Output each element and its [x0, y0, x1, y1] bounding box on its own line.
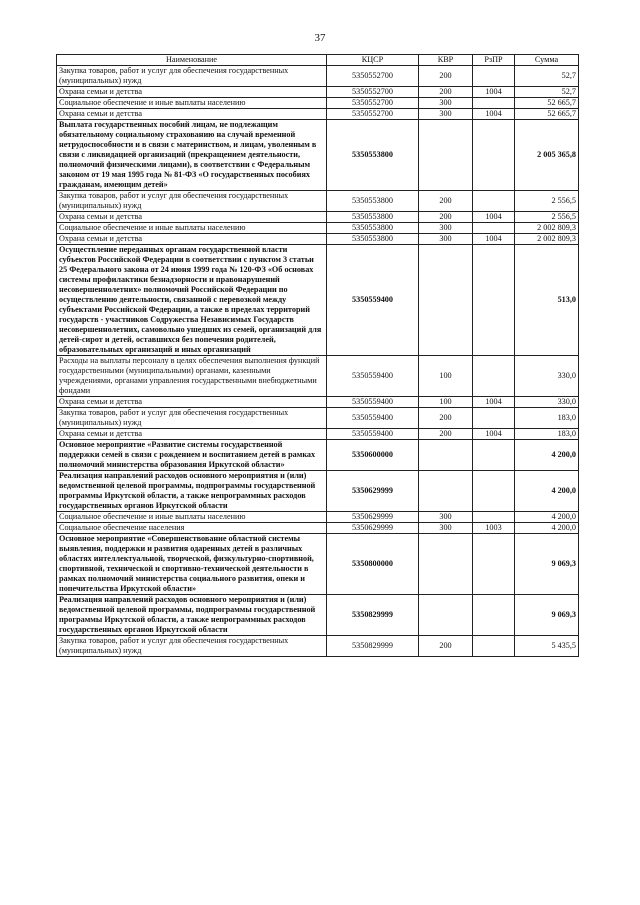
cell-name: Охрана семьи и детства — [57, 397, 327, 408]
cell-kcsr: 5350829999 — [327, 636, 419, 657]
header-kcsr: КЦСР — [327, 55, 419, 66]
cell-rzpr — [473, 636, 515, 657]
cell-name: Охрана семьи и детства — [57, 87, 327, 98]
cell-sum: 2 556,5 — [515, 212, 579, 223]
table-row — [57, 87, 579, 98]
cell-sum: 52 665,7 — [515, 98, 579, 109]
cell-name: Основное мероприятие «Развитие системы государственной поддержки семей в связи с рождением и воспитанием детей в рамках полномочий министерства образования Иркутской области» — [57, 440, 327, 471]
cell-sum: 2 556,5 — [515, 191, 579, 212]
table-row — [57, 120, 579, 191]
cell-kcsr: 5350552700 — [327, 87, 419, 98]
cell-name: Осуществление переданных органам государственной власти субъектов Российской Федерации в соответствии с пунктом 3 статьи 25 Федерального закона от 24 июня 1999 года № 120-ФЗ «Об основах системы профилактики безнадзорности и правонарушений несовершеннолетних» полномочий Российской Федерации по осуществлению деятельности, связанной с перевозкой между субъектами Российской Федерации, а также в пределах территорий государств - участников Содружества Независимых Государств несовершеннолетних, самовольно ушедших из семей, организаций для детей-сирот и детей, оставшихся без попечения родителей, образовательных организаций и иных организаций — [57, 245, 327, 356]
cell-kcsr: 5350629999 — [327, 512, 419, 523]
cell-kvr: 200 — [419, 66, 473, 87]
cell-kcsr: 5350559400 — [327, 356, 419, 397]
table-row — [57, 471, 579, 512]
cell-sum: 9 069,3 — [515, 534, 579, 595]
cell-kcsr: 5350553800 — [327, 120, 419, 191]
cell-sum: 330,0 — [515, 397, 579, 408]
cell-rzpr: 1004 — [473, 109, 515, 120]
cell-kcsr: 5350800000 — [327, 534, 419, 595]
cell-sum: 4 200,0 — [515, 440, 579, 471]
cell-kvr: 200 — [419, 429, 473, 440]
cell-sum: 52,7 — [515, 87, 579, 98]
cell-kcsr: 5350553800 — [327, 212, 419, 223]
cell-rzpr: 1004 — [473, 212, 515, 223]
cell-rzpr — [473, 245, 515, 356]
cell-rzpr — [473, 595, 515, 636]
table-header-row — [57, 55, 579, 66]
cell-rzpr — [473, 98, 515, 109]
cell-sum: 4 200,0 — [515, 523, 579, 534]
cell-rzpr — [473, 408, 515, 429]
cell-rzpr: 1004 — [473, 429, 515, 440]
cell-name: Охрана семьи и детства — [57, 234, 327, 245]
cell-rzpr — [473, 471, 515, 512]
cell-sum: 4 200,0 — [515, 512, 579, 523]
table-row — [57, 636, 579, 657]
budget-table — [56, 54, 579, 657]
cell-sum: 2 005 365,8 — [515, 120, 579, 191]
cell-kcsr: 5350559400 — [327, 245, 419, 356]
cell-sum: 5 435,5 — [515, 636, 579, 657]
cell-rzpr — [473, 356, 515, 397]
cell-kvr: 300 — [419, 512, 473, 523]
cell-name: Социальное обеспечение населения — [57, 523, 327, 534]
cell-name: Социальное обеспечение и иные выплаты населению — [57, 98, 327, 109]
cell-name: Охрана семьи и детства — [57, 109, 327, 120]
table-row — [57, 223, 579, 234]
cell-rzpr: 1004 — [473, 397, 515, 408]
cell-rzpr: 1004 — [473, 87, 515, 98]
cell-name: Закупка товаров, работ и услуг для обеспечения государственных (муниципальных) нужд — [57, 66, 327, 87]
cell-rzpr — [473, 223, 515, 234]
cell-kvr: 100 — [419, 356, 473, 397]
cell-rzpr — [473, 534, 515, 595]
cell-kvr: 300 — [419, 523, 473, 534]
cell-name: Реализация направлений расходов основного мероприятия и (или) ведомственной целевой программы, подпрограммы государственной программы Иркутской области, а также непрограммных расходов государственных органов Иркутской области — [57, 595, 327, 636]
cell-rzpr: 1004 — [473, 234, 515, 245]
table-row — [57, 66, 579, 87]
cell-sum: 330,0 — [515, 356, 579, 397]
table-row — [57, 595, 579, 636]
cell-rzpr — [473, 440, 515, 471]
cell-kvr — [419, 534, 473, 595]
cell-name: Закупка товаров, работ и услуг для обеспечения государственных (муниципальных) нужд — [57, 636, 327, 657]
cell-kvr: 300 — [419, 223, 473, 234]
table-row — [57, 440, 579, 471]
cell-sum: 2 002 809,3 — [515, 223, 579, 234]
cell-kvr: 200 — [419, 87, 473, 98]
cell-sum: 2 002 809,3 — [515, 234, 579, 245]
cell-kvr: 300 — [419, 234, 473, 245]
cell-sum: 513,0 — [515, 245, 579, 356]
cell-kvr: 200 — [419, 212, 473, 223]
cell-name: Охрана семьи и детства — [57, 212, 327, 223]
cell-kcsr: 5350552700 — [327, 66, 419, 87]
table-row — [57, 512, 579, 523]
table-row — [57, 408, 579, 429]
table-row — [57, 429, 579, 440]
cell-kvr — [419, 440, 473, 471]
header-sum: Сумма — [515, 55, 579, 66]
cell-name: Выплата государственных пособий лицам, не подлежащим обязательному социальному страхованию на случай временной нетрудоспособности и в связи с материнством, и лицам, уволенным в связи с ликвидацией организаций (прекращением деятельности, полномочий физическими лицами), в соответствии с Федеральным законом от 19 мая 1995 года № 81-ФЗ «О государственных пособиях гражданам, имеющим детей» — [57, 120, 327, 191]
cell-kvr: 200 — [419, 408, 473, 429]
cell-kcsr: 5350553800 — [327, 191, 419, 212]
cell-kcsr: 5350559400 — [327, 429, 419, 440]
table-row — [57, 397, 579, 408]
cell-kcsr: 5350553800 — [327, 234, 419, 245]
cell-rzpr — [473, 120, 515, 191]
table-row — [57, 109, 579, 120]
cell-name: Основное мероприятие «Совершенствование областной системы выявления, поддержки и развития одаренных детей в различных областях интеллектуальной, творческой, физкультурно-спортивной, спортивной, технической и спортивно-технической деятельности в рамках полномочий министерства социального развития, опеки и попечительства Иркутской области» — [57, 534, 327, 595]
table-row — [57, 191, 579, 212]
table-body — [57, 66, 579, 657]
cell-kcsr: 5350629999 — [327, 471, 419, 512]
page-number: 37 — [314, 32, 326, 44]
cell-sum: 4 200,0 — [515, 471, 579, 512]
cell-kvr — [419, 471, 473, 512]
cell-name: Социальное обеспечение и иные выплаты населению — [57, 223, 327, 234]
cell-kcsr: 5350552700 — [327, 109, 419, 120]
table-row — [57, 534, 579, 595]
cell-rzpr — [473, 66, 515, 87]
cell-name: Закупка товаров, работ и услуг для обеспечения государственных (муниципальных) нужд — [57, 191, 327, 212]
cell-kcsr: 5350600000 — [327, 440, 419, 471]
table-row — [57, 234, 579, 245]
cell-kvr: 100 — [419, 397, 473, 408]
cell-kvr — [419, 595, 473, 636]
cell-kvr — [419, 120, 473, 191]
cell-sum: 52,7 — [515, 66, 579, 87]
table-row — [57, 523, 579, 534]
cell-kcsr: 5350559400 — [327, 408, 419, 429]
table-row — [57, 212, 579, 223]
header-name: Наименование — [57, 55, 327, 66]
header-kvr: КВР — [419, 55, 473, 66]
cell-name: Реализация направлений расходов основного мероприятия и (или) ведомственной целевой программы, подпрограммы государственной программы Иркутской области, а также непрограммных расходов государственных органов Иркутской области — [57, 471, 327, 512]
cell-kvr: 200 — [419, 191, 473, 212]
cell-kcsr: 5350553800 — [327, 223, 419, 234]
cell-kvr: 200 — [419, 636, 473, 657]
cell-name: Охрана семьи и детства — [57, 429, 327, 440]
cell-sum: 9 069,3 — [515, 595, 579, 636]
cell-name: Социальное обеспечение и иные выплаты населению — [57, 512, 327, 523]
table-row — [57, 245, 579, 356]
table-row — [57, 356, 579, 397]
cell-name: Расходы на выплаты персоналу в целях обеспечения выполнения функций государственными (муниципальными) органами, казенными учреждениями, органами управления государственными внебюджетными фондами — [57, 356, 327, 397]
cell-kcsr: 5350629999 — [327, 523, 419, 534]
cell-sum: 183,0 — [515, 429, 579, 440]
cell-kvr: 300 — [419, 98, 473, 109]
cell-kcsr: 5350559400 — [327, 397, 419, 408]
cell-kvr: 300 — [419, 109, 473, 120]
cell-kvr — [419, 245, 473, 356]
cell-rzpr: 1003 — [473, 523, 515, 534]
header-rzpr: РзПР — [473, 55, 515, 66]
cell-rzpr — [473, 191, 515, 212]
cell-kcsr: 5350552700 — [327, 98, 419, 109]
cell-sum: 183,0 — [515, 408, 579, 429]
table-row — [57, 98, 579, 109]
cell-rzpr — [473, 512, 515, 523]
cell-name: Закупка товаров, работ и услуг для обеспечения государственных (муниципальных) нужд — [57, 408, 327, 429]
cell-kcsr: 5350829999 — [327, 595, 419, 636]
cell-sum: 52 665,7 — [515, 109, 579, 120]
